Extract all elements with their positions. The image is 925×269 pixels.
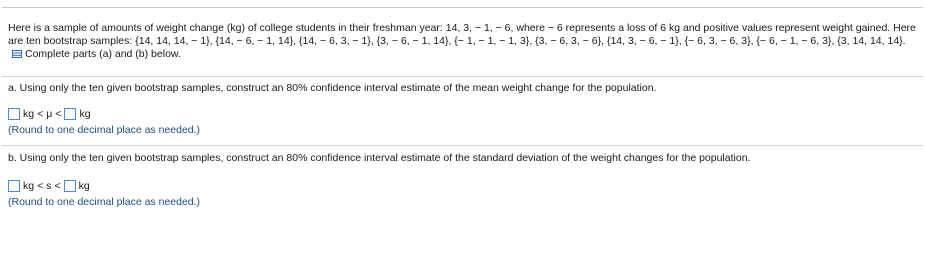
data-table-icon[interactable] bbox=[12, 49, 22, 57]
part-b-rounding-hint: (Round to one decimal place as needed.) bbox=[8, 196, 201, 208]
part-a-lower-bound-input[interactable] bbox=[8, 108, 20, 120]
part-b-relation-right: < bbox=[54, 180, 61, 192]
part-a-parameter: μ bbox=[46, 108, 53, 120]
part-b-unit-left: kg bbox=[23, 180, 35, 192]
part-b-question: b. Using only the ten given bootstrap samples, construct an 80% confidence interval estimate of the standard deviation of the weight changes for the population. bbox=[8, 152, 751, 164]
part-b-answer-row bbox=[8, 179, 93, 193]
part-a-relation-left: < bbox=[37, 108, 44, 120]
part-a-unit-right: kg bbox=[79, 108, 91, 120]
problem-statement bbox=[8, 22, 920, 61]
part-b-relation-left: < bbox=[37, 180, 44, 192]
part-b-upper-bound-input[interactable] bbox=[64, 180, 76, 192]
part-b-unit-right: kg bbox=[78, 180, 90, 192]
part-a-upper-bound-input[interactable] bbox=[64, 108, 76, 120]
top-rule bbox=[2, 7, 923, 8]
part-a-question: a. Using only the ten given bootstrap samples, construct an 80% confidence interval estimate of the mean weight change for the population. bbox=[8, 82, 657, 94]
section-divider bbox=[2, 145, 923, 146]
section-divider bbox=[2, 76, 923, 77]
part-a-rounding-hint: (Round to one decimal place as needed.) bbox=[8, 124, 201, 136]
part-a-answer-row bbox=[8, 107, 94, 121]
part-b-lower-bound-input[interactable] bbox=[8, 180, 20, 192]
part-a-relation-right: < bbox=[55, 108, 62, 120]
instruction-text: Complete parts (a) and (b) below. bbox=[25, 48, 181, 60]
part-a-unit-left: kg bbox=[23, 108, 35, 120]
problem-text: Here is a sample of amounts of weight change (kg) of college students in their freshman year: 14, 3, − 1, − 6, where − 6 represents a loss of 6 kg and positive values represent weight gained. Here are ten bootstrap samples: {14, 14, 14, − 1}, {14, − 6, − 1, 14}, {14, − 6, 3, − 1}, {3, − 6, − 1, 14}, {− 1, − 1, − 1, 3}, {3, − 6, 3, − 6}, {14, 3, − 6, − 1}, {− 6, 3, − 6, 3}, {− 6, − 1, − 6, 3}, {3, 14, 14, 14}. bbox=[8, 22, 916, 47]
part-b-parameter: s bbox=[46, 180, 52, 192]
